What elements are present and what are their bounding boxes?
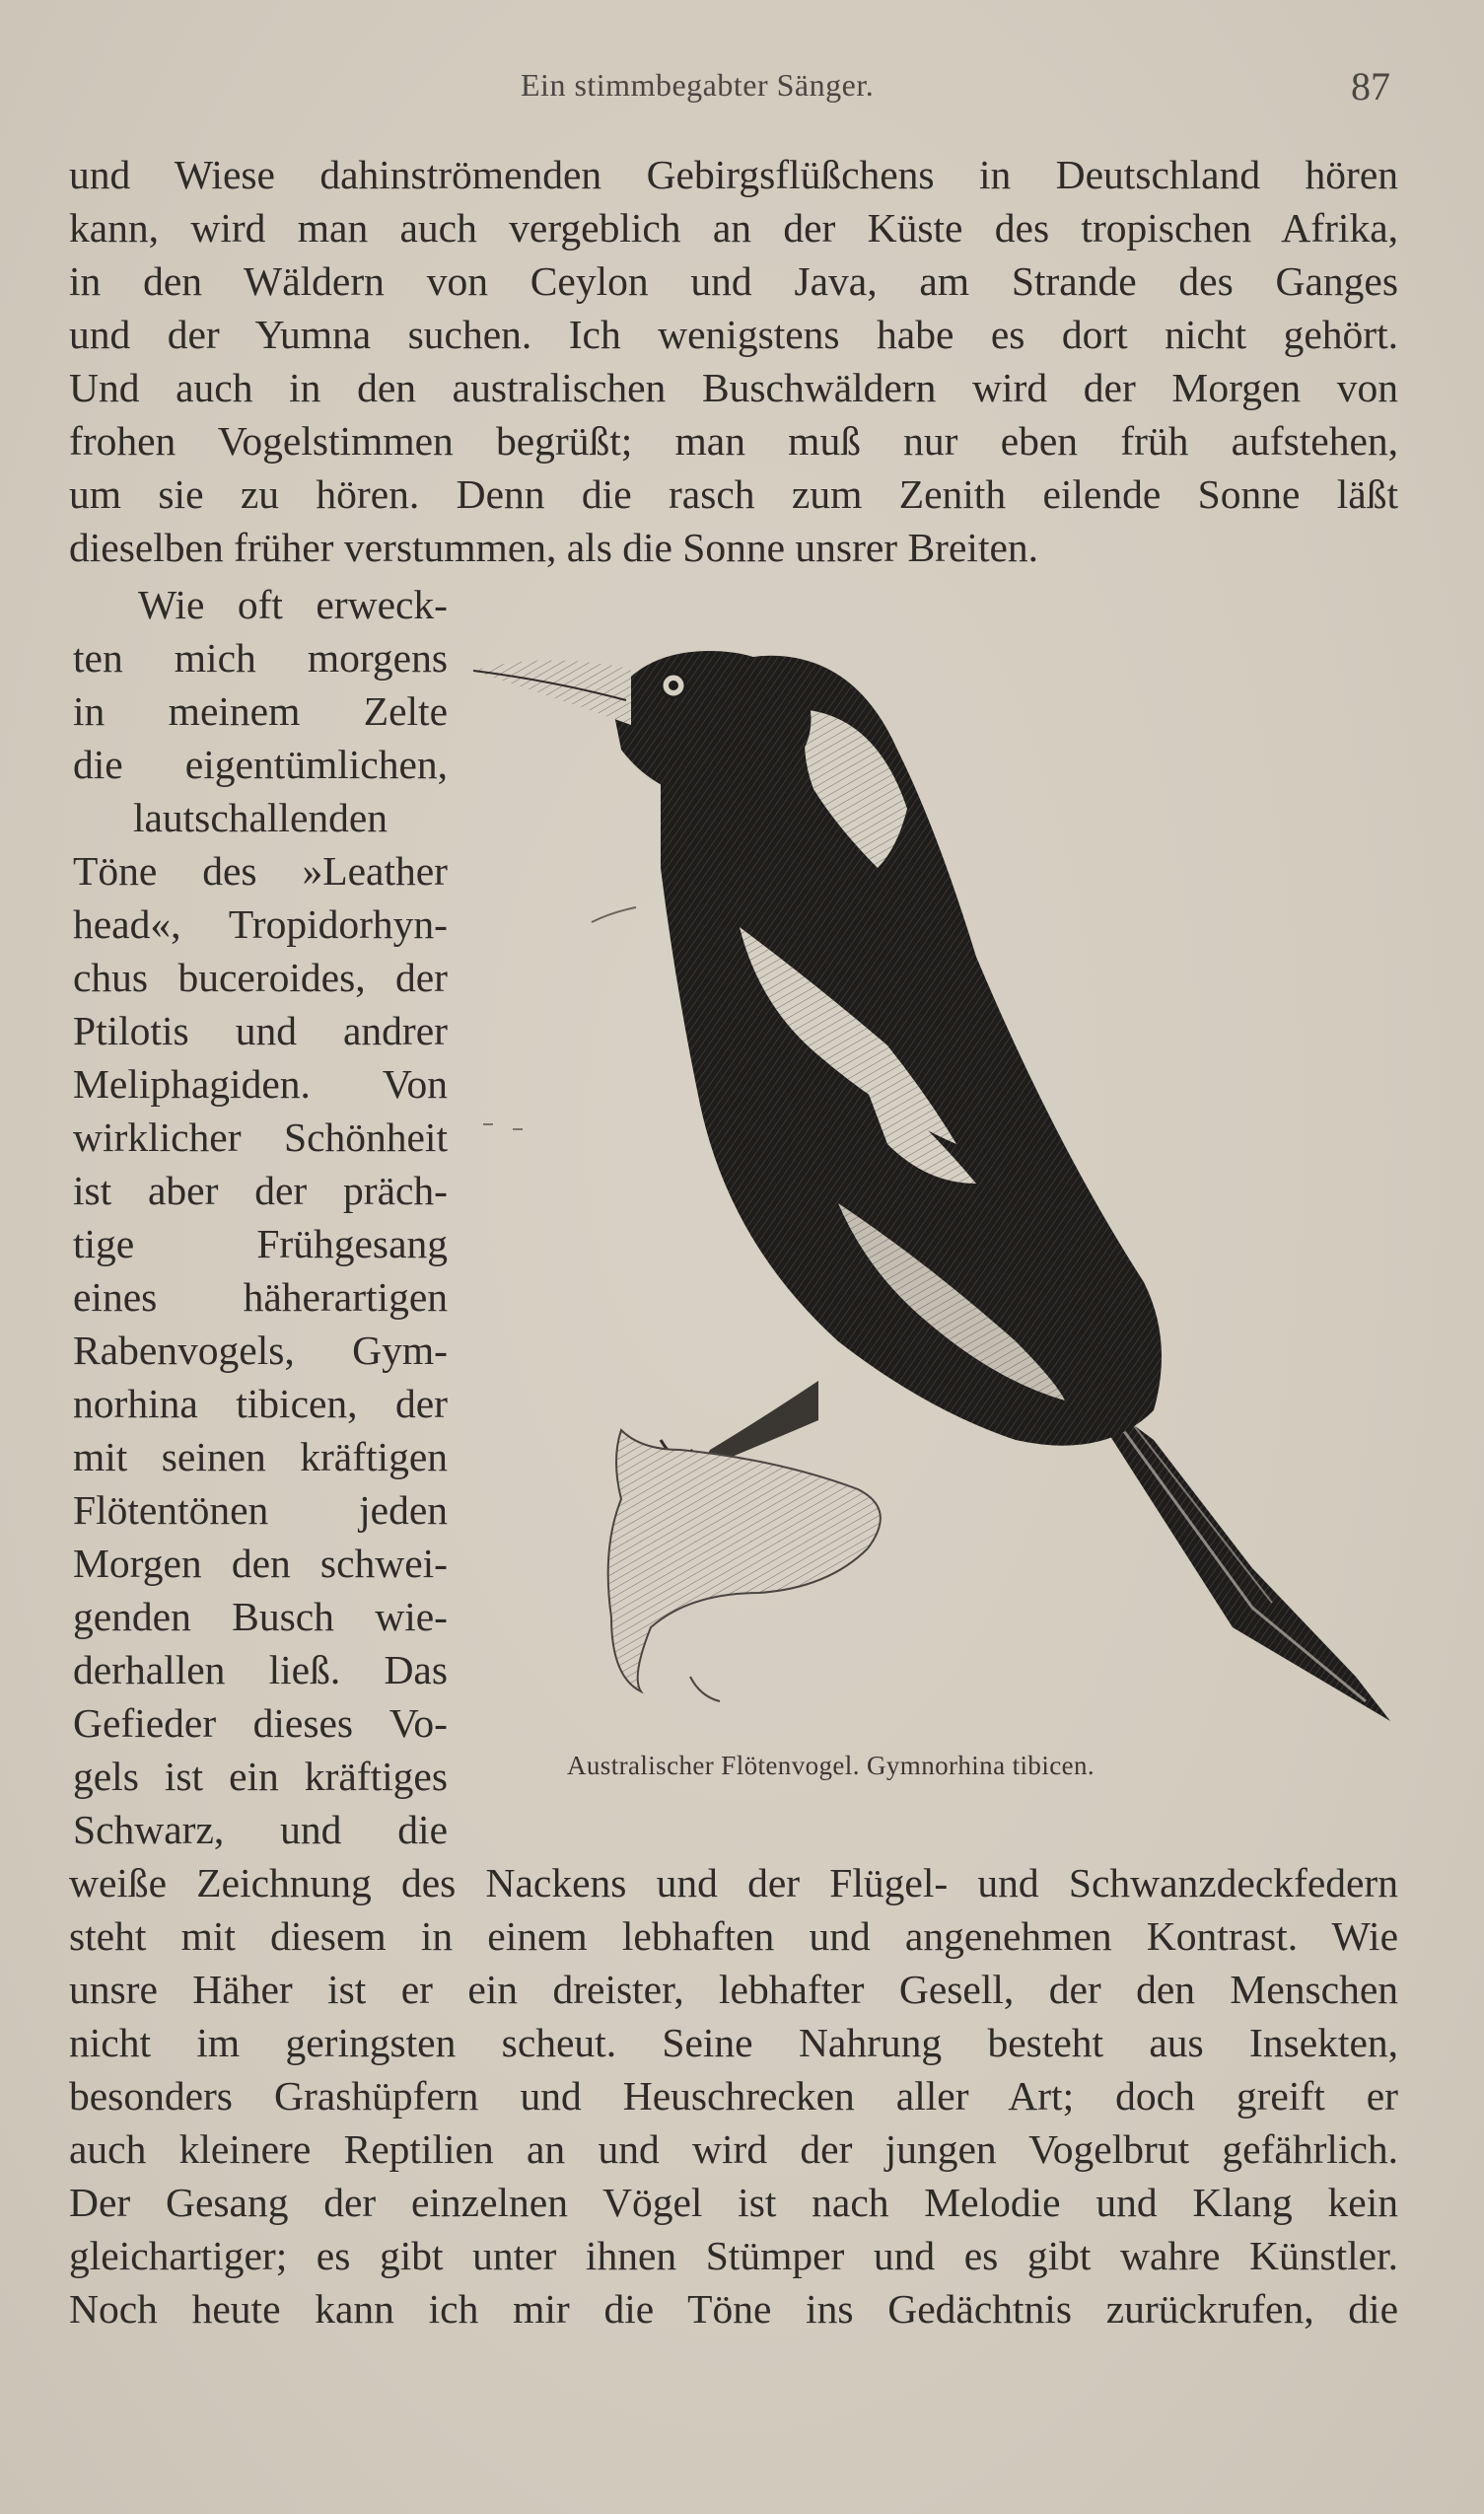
text-line: Meliphagiden. Von xyxy=(73,1061,448,1107)
text-line: Flötentönen jeden xyxy=(73,1487,448,1533)
text-line: kann, wird man auch vergeblich an der Küste des tropischen Afrika, xyxy=(69,205,1398,251)
text-line: gels ist ein kräftiges xyxy=(73,1754,448,1799)
text-line: tige Frühgesang xyxy=(73,1221,448,1266)
text-line: Gefieder dieses Vo- xyxy=(73,1700,448,1746)
running-head xyxy=(0,61,1484,110)
text-line: dieselben früher verstummen, als die Sonne unsrer Breiten. xyxy=(69,525,1039,570)
text-line: mit seinen kräftigen xyxy=(73,1434,448,1479)
text-line: Morgen den schwei- xyxy=(73,1541,448,1586)
bird-illustration xyxy=(463,631,1410,1736)
bird-engraving-image xyxy=(463,631,1410,1736)
text-line: und Wiese dahinströmenden Gebirgsflüßchens in Deutschland hören xyxy=(69,152,1398,197)
text-line: um sie zu hören. Denn die rasch zum Zenith eilende Sonne läßt xyxy=(69,471,1398,517)
text-line: die eigentümlichen, xyxy=(73,742,448,787)
text-line: gleichartiger; es gibt unter ihnen Stümper und es gibt wahre Künstler. xyxy=(69,2233,1398,2278)
page-number: 87 xyxy=(1351,64,1390,108)
text-line: Der Gesang der einzelnen Vögel ist nach Melodie und Klang kein xyxy=(69,2180,1398,2225)
text-line: in den Wäldern von Ceylon und Java, am Strande des Ganges xyxy=(69,258,1398,304)
text-line: besonders Grashüpfern und Heuschrecken aller Art; doch greift er xyxy=(69,2073,1398,2119)
text-line: Noch heute kann ich mir die Töne ins Gedächtnis zurückrufen, die xyxy=(69,2286,1398,2332)
text-line: frohen Vogelstimmen begrüßt; man muß nur eben früh aufstehen, xyxy=(69,418,1398,464)
text-line: steht mit diesem in einem lebhaften und angenehmen Kontrast. Wie xyxy=(69,1913,1398,1959)
text-line: ist aber der präch- xyxy=(73,1168,448,1213)
text-line: ten mich morgens xyxy=(73,635,448,681)
running-title: Ein stimmbegabter Sänger. xyxy=(521,67,875,103)
text-line: in meinem Zelte xyxy=(73,688,448,734)
text-line: nicht im geringsten scheut. Seine Nahrung besteht aus Insekten, xyxy=(69,2020,1398,2065)
text-line: Wie oft erweck- xyxy=(138,582,448,627)
text-line: head«, Tropidorhyn- xyxy=(73,901,448,947)
text-line: lautschallenden xyxy=(132,795,389,840)
text-line: und der Yumna suchen. Ich wenigstens habe es dort nicht gehört. xyxy=(69,312,1398,357)
text-line: unsre Häher ist er ein dreister, lebhafter Gesell, der den Menschen xyxy=(69,1967,1398,2012)
text-line: Töne des »Leather xyxy=(73,848,448,894)
text-line: genden Busch wie- xyxy=(73,1594,448,1639)
text-line: Und auch in den australischen Buschwäldern wird der Morgen von xyxy=(69,365,1398,410)
text-line: derhallen ließ. Das xyxy=(73,1647,448,1692)
text-line: eines häherartigen xyxy=(73,1274,448,1320)
text-line: wirklicher Schönheit xyxy=(73,1114,448,1160)
text-line: chus buceroides, der xyxy=(73,955,448,1000)
text-line: Schwarz, und die xyxy=(73,1807,448,1852)
figure-caption: Australischer Flötenvogel. Gymnorhina tibicen. xyxy=(567,1751,1095,1780)
text-line: auch kleinere Reptilien an und wird der jungen Vogelbrut gefährlich. xyxy=(69,2126,1398,2172)
text-line: Rabenvogels, Gym- xyxy=(73,1328,448,1373)
text-line: Ptilotis und andrer xyxy=(73,1008,448,1053)
text-line: weiße Zeichnung des Nackens und der Flügel- und Schwanzdeckfedern xyxy=(69,1860,1398,1905)
text-line: norhina tibicen, der xyxy=(73,1381,448,1426)
